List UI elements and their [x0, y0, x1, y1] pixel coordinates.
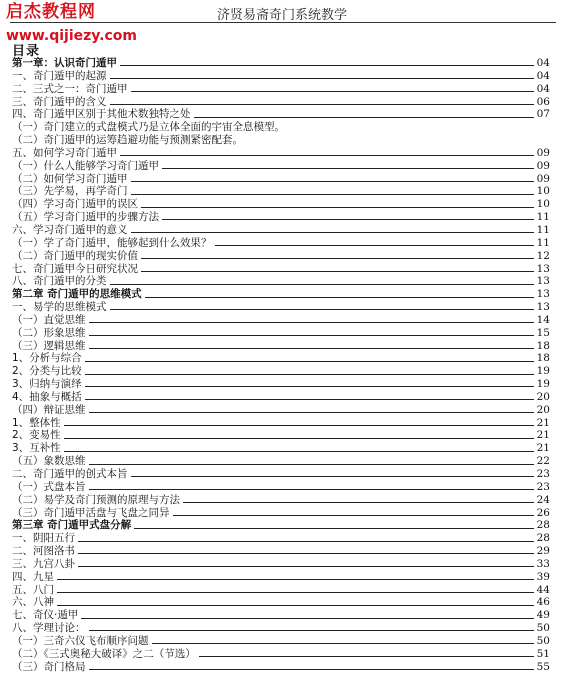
toc-entry-label: 六、八神 — [12, 596, 54, 609]
toc-entry-label: 八、学理讨论： — [12, 622, 86, 635]
toc-entry-label: 二、奇门遁甲的创式本旨 — [12, 468, 128, 480]
toc-entry[interactable] — [12, 147, 550, 160]
toc-entry[interactable] — [12, 224, 550, 237]
toc-entry-label: 八、奇门遁甲的分类 — [12, 275, 107, 288]
toc-entry-page: 18 — [536, 352, 550, 365]
toc-heading: 目录 — [12, 44, 41, 59]
toc-entry-page: 18 — [536, 339, 550, 352]
toc-entry[interactable] — [12, 263, 550, 276]
toc-leader-line — [89, 348, 534, 349]
toc-entry-label: （二）形象思维 — [12, 326, 86, 339]
toc-entry-label: （二）奇门遁甲的现实价值 — [12, 249, 138, 262]
toc-entry-label: 二、三式之一：奇门遁甲 — [12, 82, 128, 95]
toc-leader-line — [110, 78, 534, 79]
toc-entry[interactable] — [12, 211, 550, 224]
toc-entry[interactable] — [12, 160, 550, 173]
toc-entry[interactable] — [12, 301, 550, 314]
toc-entry-label: 三、九宫八卦 — [12, 557, 75, 570]
toc-entry-label: 四、奇门遁甲区别于其他术数独特之处 — [12, 108, 191, 121]
toc-leader-line — [215, 245, 534, 246]
toc-entry-page: 24 — [536, 493, 550, 506]
toc-leader-line — [89, 630, 534, 631]
toc-entry[interactable] — [12, 507, 550, 520]
toc-entry-page: 15 — [536, 326, 550, 339]
toc-entry-page: 06 — [536, 95, 550, 108]
toc-entry-page: 07 — [536, 108, 550, 121]
toc-entry-page: 13 — [536, 301, 550, 314]
toc-entry-label: 2、分类与比较 — [12, 365, 82, 378]
toc-entry-page: 50 — [536, 634, 550, 647]
toc-leader-line — [194, 117, 534, 118]
toc-entry-page: 51 — [536, 647, 550, 660]
toc-entry-label: 一、奇门遁甲的起源 — [12, 69, 107, 82]
toc-leader-line — [89, 335, 534, 336]
toc-entry-label: （二）如何学习奇门遁甲 — [12, 172, 128, 185]
toc-leader-line — [120, 155, 534, 156]
toc-leader-line — [89, 669, 534, 670]
toc-leader-line — [141, 271, 534, 272]
toc-entry[interactable] — [12, 352, 550, 365]
toc-leader-line — [131, 91, 534, 92]
toc-leader-line — [162, 219, 534, 220]
toc-entry-page: 04 — [536, 69, 550, 82]
toc-entry-page: 21 — [536, 429, 550, 442]
toc-entry-page: 14 — [536, 313, 550, 326]
toc-leader-line — [57, 592, 534, 593]
toc-entry-page: 44 — [536, 583, 550, 596]
toc-entry-label: （五）象数思维 — [12, 455, 86, 468]
toc-entry-page: 10 — [536, 198, 550, 211]
toc-entry-label: （四）辩证思维 — [12, 403, 86, 416]
toc-entry-page: 13 — [536, 262, 550, 275]
toc-entry-label: （一）直觉思维 — [12, 313, 86, 326]
toc-entry-label: 五、如何学习奇门遁甲 — [12, 146, 117, 159]
toc-entry-label: 1、分析与综合 — [12, 352, 82, 365]
toc-entry[interactable] — [12, 417, 550, 430]
toc-leader-line — [131, 476, 534, 477]
toc-entry-page: 55 — [536, 660, 550, 673]
toc-leader-line — [78, 566, 534, 567]
toc-leader-line — [131, 232, 534, 233]
toc-entry-page: 28 — [536, 532, 550, 545]
toc-entry[interactable] — [12, 622, 550, 635]
toc-leader-line — [141, 207, 534, 208]
toc-entry-label: 3、归纳与演绎 — [12, 378, 82, 391]
toc-entry[interactable] — [12, 237, 550, 250]
toc-entry-page: 11 — [536, 223, 550, 236]
toc-entry[interactable] — [12, 468, 550, 481]
toc-entry-label: 三、奇门遁甲的含义 — [12, 95, 107, 108]
toc-entry[interactable] — [12, 481, 550, 494]
toc-entry-label: （三）奇门格局 — [12, 660, 86, 673]
toc-leader-line — [57, 605, 534, 606]
toc-entry-page: 19 — [536, 378, 550, 391]
toc-entry[interactable] — [12, 83, 550, 96]
toc-entry-page: 12 — [536, 249, 550, 262]
toc-entry-page: 09 — [536, 159, 550, 172]
toc-leader-line — [64, 425, 534, 426]
toc-leader-line — [85, 386, 534, 387]
toc-entry-page: 50 — [536, 622, 550, 635]
toc-entry-page: 11 — [536, 211, 550, 224]
toc-leader-line — [57, 579, 534, 580]
toc-entry[interactable] — [12, 134, 550, 147]
toc-entry-page: 33 — [536, 557, 550, 570]
toc-leader-line — [81, 618, 533, 619]
table-of-contents — [12, 57, 550, 674]
toc-entry[interactable] — [12, 596, 550, 609]
toc-entry-label: 1、整体性 — [12, 416, 61, 429]
toc-entry-page: 20 — [536, 403, 550, 416]
toc-entry[interactable] — [12, 584, 550, 597]
toc-entry[interactable] — [12, 185, 550, 198]
toc-entry[interactable] — [12, 635, 550, 648]
toc-leader-line — [89, 489, 534, 490]
toc-entry[interactable] — [12, 96, 550, 109]
toc-entry[interactable] — [12, 648, 550, 661]
toc-entry-page: 04 — [536, 57, 550, 69]
toc-entry[interactable] — [12, 558, 550, 571]
toc-entry[interactable] — [12, 70, 550, 83]
toc-leader-line — [134, 528, 533, 529]
header-rule — [10, 22, 556, 23]
toc-entry[interactable] — [12, 314, 550, 327]
toc-entry-label: 第三章 奇门遁甲式盘分解 — [12, 519, 132, 532]
toc-entry-label: 六、学习奇门遁甲的意义 — [12, 223, 128, 236]
toc-entry[interactable] — [12, 519, 550, 532]
toc-entry-label: 七、奇门遁甲今日研究状况 — [12, 262, 138, 275]
toc-entry-page: 22 — [536, 455, 550, 468]
toc-entry-page: 26 — [536, 506, 550, 519]
toc-entry-label: 第二章 奇门遁甲的思维模式 — [12, 288, 142, 301]
toc-leader-line — [199, 656, 534, 657]
toc-leader-line — [131, 181, 534, 182]
toc-leader-line — [162, 168, 534, 169]
toc-entry-page: 21 — [536, 442, 550, 455]
toc-entry[interactable] — [12, 661, 550, 674]
toc-entry-label: （一）式盘本旨 — [12, 480, 86, 493]
toc-leader-line — [110, 309, 534, 310]
toc-leader-line — [64, 451, 534, 452]
toc-entry[interactable] — [12, 250, 550, 263]
toc-entry-page: 39 — [536, 570, 550, 583]
toc-entry[interactable] — [12, 327, 550, 340]
toc-entry-label: （三）先学易，再学奇门 — [12, 185, 128, 198]
toc-entry-page: 46 — [536, 596, 550, 609]
toc-leader-line — [85, 374, 534, 375]
toc-entry[interactable] — [12, 494, 550, 507]
toc-entry-label: （二）奇门遁甲的运筹趋避功能与预测紧密配套。 — [12, 134, 243, 147]
toc-leader-line — [173, 515, 534, 516]
toc-entry-label: （五）学习奇门遁甲的步骤方法 — [12, 211, 159, 224]
toc-entry-label: （二）《三式奥秘大破译》之二（节选） — [12, 647, 196, 660]
toc-leader-line — [145, 297, 534, 298]
toc-entry-page: 28 — [536, 519, 550, 532]
toc-leader-line — [120, 65, 534, 66]
toc-entry[interactable] — [12, 121, 550, 134]
toc-entry-label: （一）什么人能够学习奇门遁甲 — [12, 159, 159, 172]
toc-entry-label: 七、奇仪·遁甲 — [12, 609, 79, 622]
toc-entry-label: 3、互补性 — [12, 442, 61, 455]
toc-leader-line — [89, 464, 534, 465]
toc-entry-label: 二、河图洛书 — [12, 545, 75, 558]
toc-entry[interactable] — [12, 57, 550, 70]
toc-leader-line — [183, 502, 534, 503]
toc-leader-line — [85, 399, 534, 400]
toc-entry[interactable] — [12, 173, 550, 186]
toc-entry-label: （三）逻辑思维 — [12, 339, 86, 352]
toc-entry-page: 20 — [536, 390, 550, 403]
toc-entry[interactable] — [12, 429, 550, 442]
toc-entry-label: （一）学了奇门遁甲，能够起到什么效果？ — [12, 236, 212, 249]
toc-entry[interactable] — [12, 391, 550, 404]
toc-leader-line — [78, 541, 534, 542]
toc-leader-line — [64, 438, 534, 439]
toc-entry-label: （三）奇门遁甲活盘与飞盘之同异 — [12, 506, 170, 519]
toc-leader-line — [78, 553, 534, 554]
toc-entry-label: 第一章：认识奇门遁甲 — [12, 57, 117, 69]
toc-entry[interactable] — [12, 609, 550, 622]
toc-leader-line — [85, 361, 534, 362]
toc-entry[interactable] — [12, 404, 550, 417]
toc-leader-line — [141, 258, 534, 259]
toc-entry-page: 04 — [536, 82, 550, 95]
toc-leader-line — [131, 194, 534, 195]
toc-entry[interactable] — [12, 378, 550, 391]
toc-entry[interactable] — [12, 455, 550, 468]
toc-entry-page: 09 — [536, 172, 550, 185]
toc-entry-page: 13 — [536, 288, 550, 301]
toc-entry[interactable] — [12, 442, 550, 455]
toc-entry-page: 13 — [536, 275, 550, 288]
document-header: 济贤易斋奇门系统教学 — [216, 8, 347, 23]
toc-entry-page: 23 — [536, 480, 550, 493]
toc-entry[interactable] — [12, 108, 550, 121]
brand-title: 启杰教程网 — [6, 2, 96, 22]
toc-entry[interactable] — [12, 340, 550, 353]
toc-entry[interactable] — [12, 288, 550, 301]
toc-entry[interactable] — [12, 532, 550, 545]
toc-leader-line — [152, 643, 534, 644]
toc-entry-page: 23 — [536, 468, 550, 480]
toc-entry[interactable] — [12, 571, 550, 584]
toc-leader-line — [110, 284, 534, 285]
toc-entry-label: 2、变易性 — [12, 429, 61, 442]
toc-entry-label: （一）三奇六仪飞布顺序问题 — [12, 634, 149, 647]
toc-entry-page: 09 — [536, 146, 550, 159]
toc-leader-line — [89, 322, 534, 323]
toc-entry-page: 49 — [536, 609, 550, 622]
brand-url: www.qijiezy.com — [6, 28, 137, 44]
toc-leader-line — [89, 412, 534, 413]
toc-entry[interactable] — [12, 198, 550, 211]
toc-entry-page: 11 — [536, 236, 550, 249]
toc-entry-label: 五、八门 — [12, 583, 54, 596]
toc-entry-label: （四）学习奇门遁甲的误区 — [12, 198, 138, 211]
toc-entry-page: 10 — [536, 185, 550, 198]
toc-entry-label: （一）奇门建立的式盘模式乃是立体全面的宇宙全息模型。 — [12, 121, 285, 134]
toc-entry-label: 一、阴阳五行 — [12, 532, 75, 545]
toc-entry-label: 四、九星 — [12, 570, 54, 583]
toc-entry-label: 4、抽象与概括 — [12, 390, 82, 403]
toc-entry[interactable] — [12, 365, 550, 378]
toc-entry[interactable] — [12, 275, 550, 288]
toc-entry-label: （二）易学及奇门预测的原理与方法 — [12, 493, 180, 506]
toc-entry-page: 19 — [536, 365, 550, 378]
toc-leader-line — [110, 104, 534, 105]
toc-entry-page: 21 — [536, 416, 550, 429]
toc-entry[interactable] — [12, 545, 550, 558]
toc-entry-label: 一、易学的思维模式 — [12, 301, 107, 314]
toc-entry-page: 29 — [536, 545, 550, 558]
